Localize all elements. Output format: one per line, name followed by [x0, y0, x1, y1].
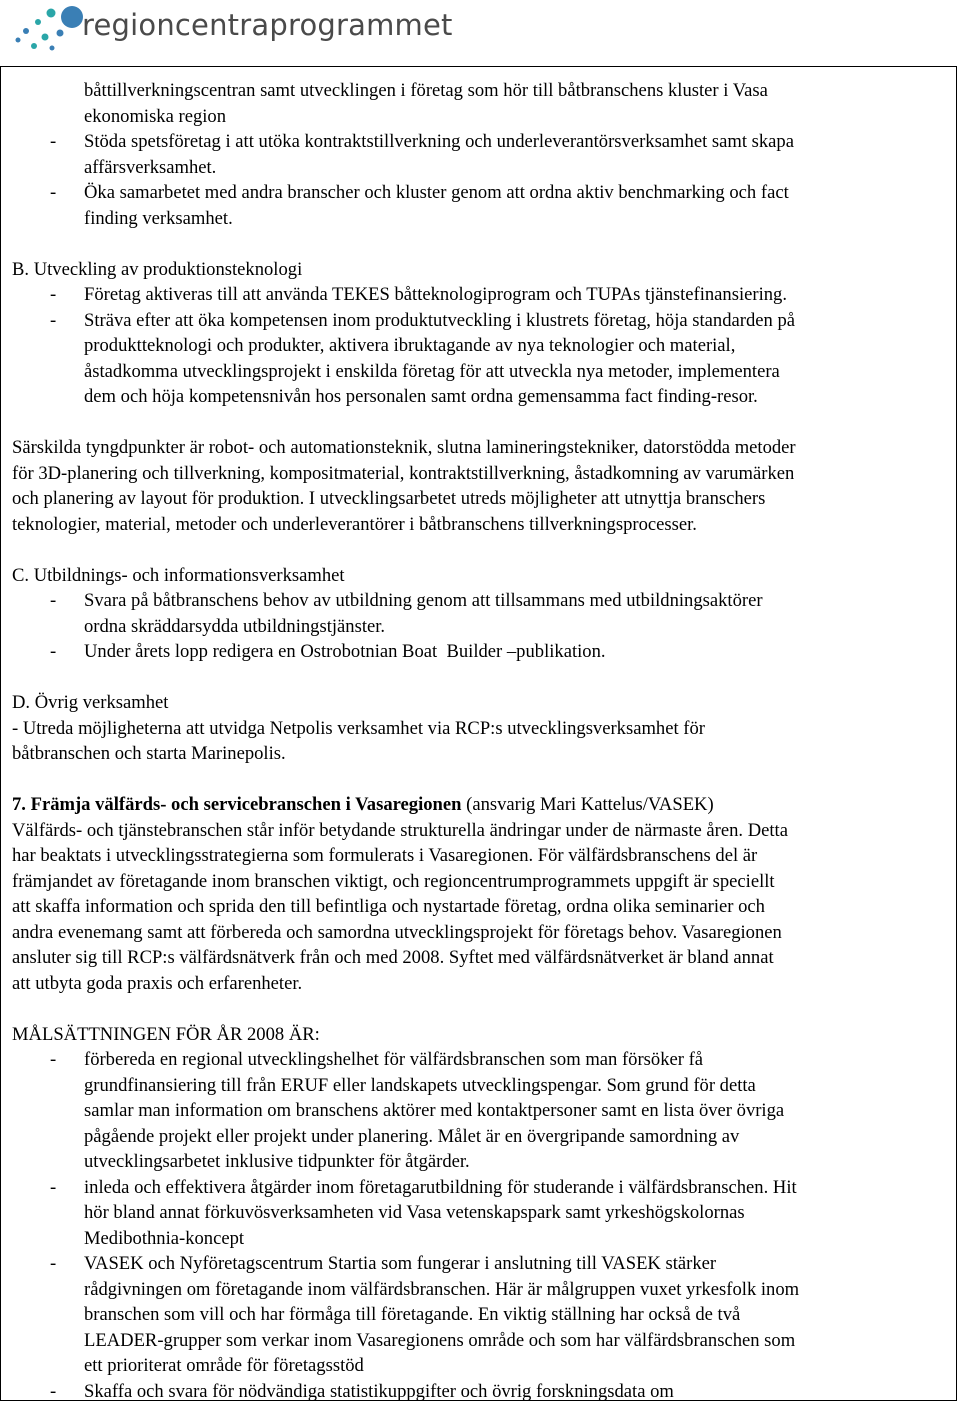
- paragraph-line: Välfärds- och tjänstebranschen står inför betydande strukturella ändringar under de närmaste åren. Detta: [12, 818, 952, 844]
- bullet-line: branschen som vill och har förmåga till företagande. En viktig ställning har också de två: [84, 1304, 740, 1325]
- paragraph-line: har beaktats i utvecklingsstrategierna som formulerats i Vasaregionen. För välfärdsbranschens del är: [12, 843, 952, 869]
- bullet-dash: -: [12, 1379, 84, 1404]
- bullet-line: LEADER-grupper som verkar inom Vasaregionens område och som har välfärdsbranschen som: [84, 1330, 795, 1351]
- paragraph-line: för 3D-planering och tillverkning, kompositmaterial, kontraktstillverkning, åstadkomning av varumärken: [12, 461, 952, 487]
- bullet-line: grundfinansiering till från ERUF eller landskapets utvecklingspengar. Som grund för detta: [84, 1075, 756, 1096]
- bullet-dash: -: [12, 588, 84, 639]
- bullet-line: finding verksamhet.: [84, 208, 233, 229]
- bullet-dash: -: [12, 129, 84, 180]
- bullet-line: Stöda spetsföretag i att utöka kontraktstillverkning och underleverantörsverksamhet samt skapa: [84, 131, 794, 152]
- document-body: [12, 78, 952, 1404]
- intro-line: båttillverkningscentran samt utvecklingen i företag som hör till båtbranschens kluster i Vasa: [12, 78, 952, 104]
- regioncentraprogrammet-logo-icon: [12, 2, 88, 54]
- bullet-line: utvecklingsarbetet inklusive tidpunkter för åtgärder.: [84, 1151, 470, 1172]
- paragraph-line: och planering av layout för produktion. I utvecklingsarbetet utreds möjligheter att utnyttja branschers: [12, 486, 952, 512]
- bullet-line: dem och höja kompetensnivån hos personalen samt ordna gemensamma fact finding-resor.: [84, 386, 758, 407]
- bullet-line: Öka samarbetet med andra branscher och kluster genom att ordna aktiv benchmarking och fact: [84, 182, 789, 203]
- section-7-responsible: (ansvarig Mari Kattelus/VASEK): [462, 794, 714, 815]
- list-item: [12, 1251, 952, 1379]
- paragraph-line: Särskilda tyngdpunkter är robot- och automationsteknik, slutna lamineringstekniker, datorstödda metoder: [12, 435, 952, 461]
- bullet-line: affärsverksamhet.: [84, 157, 216, 178]
- bullet-line: Sträva efter att öka kompetensen inom produktutveckling i klustrets företag, höja standarden på: [84, 310, 795, 331]
- list-item: [12, 588, 952, 639]
- paragraph-line: ansluter sig till RCP:s välfärdsnätverk från och med 2008. Syftet med välfärdsnätverket är bland annat: [12, 945, 952, 971]
- paragraph-line: främjandet av företagande inom branschen viktigt, och regioncentrumprogrammets uppgift är speciellt: [12, 869, 952, 895]
- paragraph-line: att skaffa information och sprida den till befintliga och nystartade företag, ordna olika seminarier och: [12, 894, 952, 920]
- bullet-line: ett prioriterat område för företagsstöd: [84, 1355, 364, 1376]
- bullet-line: Under årets lopp redigera en Ostrobotnian Boat Builder –publikation.: [84, 641, 606, 662]
- bullet-line: förbereda en regional utvecklingshelhet för välfärdsbranschen som man försöker få: [84, 1049, 703, 1070]
- bullet-line: samlar man information om branschens aktörer med kontaktpersoner samt en lista över övriga: [84, 1100, 784, 1121]
- section-7-title: 7. Främja välfärds- och servicebranschen i Vasaregionen: [12, 794, 462, 815]
- list-item: [12, 1379, 952, 1404]
- bullet-line: Svara på båtbranschens behov av utbildning genom att tillsammans med utbildningsaktörer: [84, 590, 763, 611]
- page-header: [12, 0, 612, 58]
- bullet-dash: -: [12, 282, 84, 308]
- list-item: [12, 282, 952, 308]
- bullet-dash: -: [12, 1251, 84, 1379]
- list-item: [12, 180, 952, 231]
- bullet-dash: -: [12, 639, 84, 665]
- bullet-line: pågående projekt eller projekt under planering. Målet är en övergripande samordning av: [84, 1126, 739, 1147]
- paragraph-line: teknologier, material, metoder och underleverantörer i båtbranschens tillverkningsprocesser.: [12, 512, 952, 538]
- bullet-line: Företag aktiveras till att använda TEKES båtteknologiprogram och TUPAs tjänstefinansiering.: [84, 284, 787, 305]
- bullet-dash: -: [12, 1047, 84, 1175]
- list-item: [12, 129, 952, 180]
- list-item: [12, 1047, 952, 1175]
- section-7-heading: [12, 792, 952, 818]
- intro-line: ekonomiska region: [12, 104, 952, 130]
- bullet-line: Medibothnia-koncept: [84, 1228, 244, 1249]
- goals-heading: MÅLSÄTTNINGEN FÖR ÅR 2008 ÄR:: [12, 1022, 952, 1048]
- bullet-line: ordna skräddarsydda utbildningstjänster.: [84, 616, 385, 637]
- bullet-line: rådgivningen om företagande inom välfärdsbranschen. Här är målgruppen vuxet yrkesfolk inom: [84, 1279, 799, 1300]
- section-d-heading: D. Övrig verksamhet: [12, 690, 952, 716]
- paragraph-line: andra evenemang samt att förbereda och samordna utvecklingsprojekt för företags behov. Vasaregionen: [12, 920, 952, 946]
- section-c-heading: C. Utbildnings- och informationsverksamhet: [12, 563, 952, 589]
- list-item: [12, 639, 952, 665]
- bullet-dash: -: [12, 1175, 84, 1252]
- section-b-heading: B. Utveckling av produktionsteknologi: [12, 257, 952, 283]
- paragraph-line: att utbyta goda praxis och erfarenheter.: [12, 971, 952, 997]
- bullet-line: hör bland annat förkuvösverksamheten vid Vasa vetenskapspark samt yrkeshögskolornas: [84, 1202, 745, 1223]
- logo-text: regioncentraprogrammet: [82, 8, 453, 42]
- list-item: [12, 308, 952, 410]
- bullet-line: åstadkomma utvecklingsprojekt i enskilda företag för att utveckla nya metoder, implementera: [84, 361, 780, 382]
- bullet-dash: -: [12, 180, 84, 231]
- bullet-line: produktteknologi och produkter, aktivera ibruktagande av nya teknologier och material,: [84, 335, 735, 356]
- list-item: [12, 1175, 952, 1252]
- bullet-line: Skaffa och svara för nödvändiga statistikuppgifter och övrig forskningsdata om: [84, 1381, 674, 1402]
- paragraph-line: - Utreda möjligheterna att utvidga Netpolis verksamhet via RCP:s utvecklingsverksamhet för: [12, 716, 952, 742]
- paragraph-line: båtbranschen och starta Marinepolis.: [12, 741, 952, 767]
- bullet-line: inleda och effektivera åtgärder inom företagarutbildning för studerande i välfärdsbranschen. Hit: [84, 1177, 797, 1198]
- bullet-dash: -: [12, 308, 84, 410]
- bullet-line: VASEK och Nyföretagscentrum Startia som fungerar i anslutning till VASEK stärker: [84, 1253, 716, 1274]
